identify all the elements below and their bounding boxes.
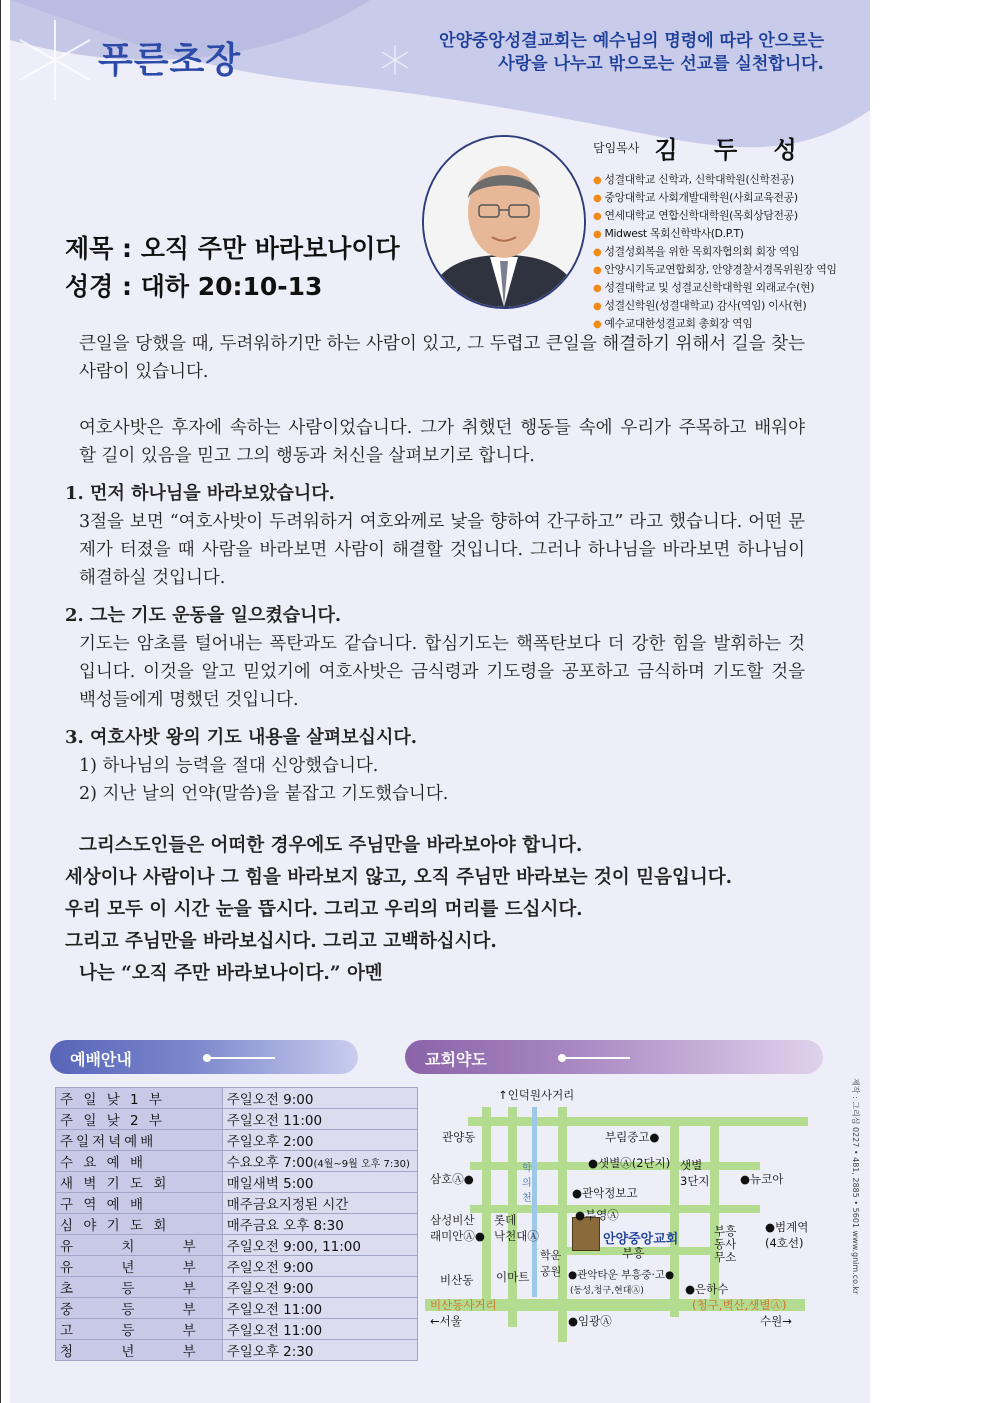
map-label-saetbyeol2: ●샛별Ⓐ(2단지) bbox=[588, 1156, 671, 1170]
church-location-map bbox=[410, 1087, 835, 1342]
table-row: 중 등 부 주일오전 11:00 bbox=[56, 1298, 418, 1319]
map-road bbox=[670, 1117, 679, 1317]
map-label-newcore: ●뉴코아 bbox=[740, 1172, 784, 1186]
credential-item: ● 성결대학교 신학과, 신학대학원(신학전공) bbox=[593, 173, 794, 186]
credential-item: ● 성결성회복을 위한 목회자협의회 회장 역임 bbox=[593, 245, 800, 258]
map-label-bisan-crossing: 비산동사거리 bbox=[430, 1298, 497, 1312]
map-label-hakuicheon: 학의천 bbox=[522, 1163, 532, 1204]
table-row: 수 요 예 배 수요오후 7:00(4월~9월 오후 7:30) bbox=[56, 1151, 418, 1172]
map-label-emart: 이마트 bbox=[496, 1270, 530, 1284]
point-3-sub-2: 2) 지난 날의 언약(말씀)을 붙잡고 기도했습니다. bbox=[79, 784, 449, 804]
credential-item: ● 성결신학원(성결대학교) 감사(역임) 이사(현) bbox=[593, 299, 807, 312]
table-row: 유 치 부 주일오전 9:00, 11:00 bbox=[56, 1235, 418, 1256]
bulletin-page bbox=[10, 0, 870, 1403]
map-section-header bbox=[405, 1040, 823, 1074]
map-label-buyoung: ●부영Ⓐ bbox=[575, 1208, 619, 1222]
closing-line: 나는 “오직 주만 바라보나이다.” 아멘 bbox=[79, 963, 383, 984]
table-row: 고 등 부 주일오전 11:00 bbox=[56, 1319, 418, 1340]
bulletin-title: 푸른초장 bbox=[98, 40, 242, 81]
motto-line-2: 사랑을 나누고 밖으로는 선교를 실천합니다. bbox=[498, 54, 824, 74]
map-label-dongsung: (동성,청구,현대Ⓐ) bbox=[570, 1286, 644, 1296]
map-label-gwanyang: 관양동 bbox=[442, 1130, 476, 1144]
pastor-name: 김 두 성 bbox=[654, 135, 811, 164]
table-row: 초 등 부 주일오전 9:00 bbox=[56, 1277, 418, 1298]
map-label-saetbyeol3: 샛별 3단지 bbox=[680, 1158, 710, 1188]
closing-line: 그리고 주님만을 바라보십시다. 그리고 고백하십시다. bbox=[65, 931, 497, 952]
church-motto bbox=[439, 30, 824, 76]
map-label-buheung: 부흥 bbox=[622, 1246, 645, 1260]
map-label-samho: 삼호Ⓐ● bbox=[430, 1172, 474, 1186]
worship-section-label: 예배안내 bbox=[70, 1050, 132, 1069]
credential-item: ● 안양시기독교연합회장, 안양경찰서경목위원장 역임 bbox=[593, 263, 837, 276]
worship-section-header bbox=[50, 1040, 358, 1074]
map-label-gwanakjeongbo: ●관악정보고 bbox=[572, 1186, 638, 1200]
point-2-heading: 2. 그는 기도 운동을 일으켰습니다. bbox=[65, 605, 342, 626]
table-row: 구 역 예 배 매주금요지정된 시간 bbox=[56, 1193, 418, 1214]
page-edge-line bbox=[0, 0, 1, 1403]
map-label-lotte: 롯데 낙천대Ⓐ bbox=[494, 1213, 539, 1243]
point-1-heading: 1. 먼저 하나님을 바라보았습니다. bbox=[65, 483, 335, 504]
sermon-body bbox=[65, 330, 805, 990]
table-row: 주 일 낮 1 부 주일오전 9:00 bbox=[56, 1088, 418, 1109]
table-row: 주 일 낮 2 부 주일오전 11:00 bbox=[56, 1109, 418, 1130]
map-label-beomgye-station: ●범계역 (4호선) bbox=[765, 1220, 809, 1250]
table-row: 청 년 부 주일오후 2:30 bbox=[56, 1340, 418, 1361]
map-road bbox=[468, 1117, 808, 1126]
map-label-seoul: ←서울 bbox=[430, 1314, 462, 1328]
closing-line: 그리스도인들은 어떠한 경우에도 주님만을 바라보아야 합니다. bbox=[79, 835, 583, 856]
pastor-role: 담임목사 bbox=[593, 141, 640, 155]
credential-item: ● 중앙대학교 사회개발대학원(사회교육전공) bbox=[593, 191, 798, 204]
map-label-church: 안양중앙교회 bbox=[603, 1232, 679, 1247]
map-label-eunhasu: ●은하수 bbox=[685, 1282, 729, 1296]
pastor-bio bbox=[593, 130, 868, 333]
map-label-hakun-park: 학운 공원 bbox=[540, 1249, 562, 1278]
closing-line: 세상이나 사람이나 그 힘을 바라보지 않고, 오직 주님만 바라보는 것이 믿음입니다. bbox=[65, 867, 733, 888]
point-3-sub-1: 1) 하나님의 능력을 절대 신앙했습니다. bbox=[79, 756, 379, 776]
publisher-credit: 제작 : 그리심 0227 • 481, 2885 • 5601 www.gnim.co.kr bbox=[851, 1078, 860, 1295]
map-label-cheonggu: (청구,벽산,샛별Ⓐ) bbox=[692, 1298, 787, 1312]
sermon-heading bbox=[65, 230, 400, 306]
map-label-indeok: ↑인덕원사거리 bbox=[498, 1088, 575, 1102]
sermon-title: 제목 : 오직 주만 바라보나이다 bbox=[65, 234, 400, 263]
credential-item: ● 예수교대한성결교회 총회장 역임 bbox=[593, 317, 753, 330]
map-label-imgwang: ●임광Ⓐ bbox=[568, 1314, 612, 1328]
intro-paragraph-2: 여호사밧은 후자에 속하는 사람이었습니다. 그가 취했던 행동들 속에 우리가 주목하고 배워야 할 길이 있음을 믿고 그의 행동과 처신을 살펴보기로 합니다. bbox=[79, 418, 805, 466]
closing-exhortation bbox=[65, 830, 805, 990]
point-3-heading: 3. 여호사밧 왕의 기도 내용을 살펴보십시다. bbox=[65, 727, 417, 748]
credential-item: ● Midwest 목회신학박사(D.P.T) bbox=[593, 227, 744, 240]
table-row: 유 년 부 주일오전 9:00 bbox=[56, 1256, 418, 1277]
intro-paragraph-1: 큰일을 당했을 때, 두려워하기만 하는 사람이 있고, 그 두렵고 큰일을 해결하기 위해서 길을 찾는 사람이 있습니다. bbox=[79, 334, 805, 382]
worship-schedule-table bbox=[55, 1087, 418, 1361]
sermon-scripture: 성경 : 대하 20:10-13 bbox=[65, 272, 323, 301]
credential-item: ● 성결대학교 및 성결교신학대학원 외래교수(현) bbox=[593, 281, 815, 294]
credentials-list bbox=[593, 171, 868, 333]
pastor-portrait bbox=[422, 135, 586, 309]
map-label-bisan: 비산동 bbox=[440, 1273, 474, 1287]
map-label-buheung-office: 부흥 동사 무소 bbox=[714, 1224, 737, 1264]
map-label-burim: 부림중고● bbox=[605, 1130, 660, 1144]
closing-line: 우리 모두 이 시간 눈을 뜹시다. 그리고 우리의 머리를 드십시다. bbox=[65, 899, 583, 920]
map-label-suwon: 수원→ bbox=[760, 1314, 792, 1328]
credential-item: ● 연세대학교 연합신학대학원(목회상담전공) bbox=[593, 209, 798, 222]
point-1-body: 3절을 보면 “여호사밧이 두려워하거 여호와께로 낯을 향하여 간구하고” 라고 했습니다. 어떤 문제가 터졌을 때 사람을 바라보면 사람이 해결할 것입니다. 그러나 하나님을 바라보면 하나님이 해결하실 것입니다. bbox=[79, 512, 805, 588]
table-row: 새 벽 기 도 회 매일새벽 5:00 bbox=[56, 1172, 418, 1193]
map-label-samsung-raemian: 삼성비산 래미안Ⓐ● bbox=[430, 1213, 485, 1243]
table-row: 심 야 기 도 회 매주금요 오후 8:30 bbox=[56, 1214, 418, 1235]
table-row: 주일저녁예배 주일오후 2:00 bbox=[56, 1130, 418, 1151]
map-label-gwanak-town: ●관악타운 부흥중·고● bbox=[568, 1269, 675, 1281]
point-2-body: 기도는 암초를 털어내는 폭탄과도 같습니다. 합심기도는 핵폭탄보다 더 강한 힘을 발휘하는 것입니다. 이것을 알고 믿었기에 여호사밧은 금식령과 기도령을 공포하고 금식하며 기도할 것을 백성들에게 명했던 것입니다. bbox=[79, 634, 805, 710]
map-section-label: 교회약도 bbox=[425, 1050, 487, 1069]
motto-line-1: 안양중앙성결교회는 예수님의 명령에 따라 안으로는 bbox=[439, 31, 824, 51]
